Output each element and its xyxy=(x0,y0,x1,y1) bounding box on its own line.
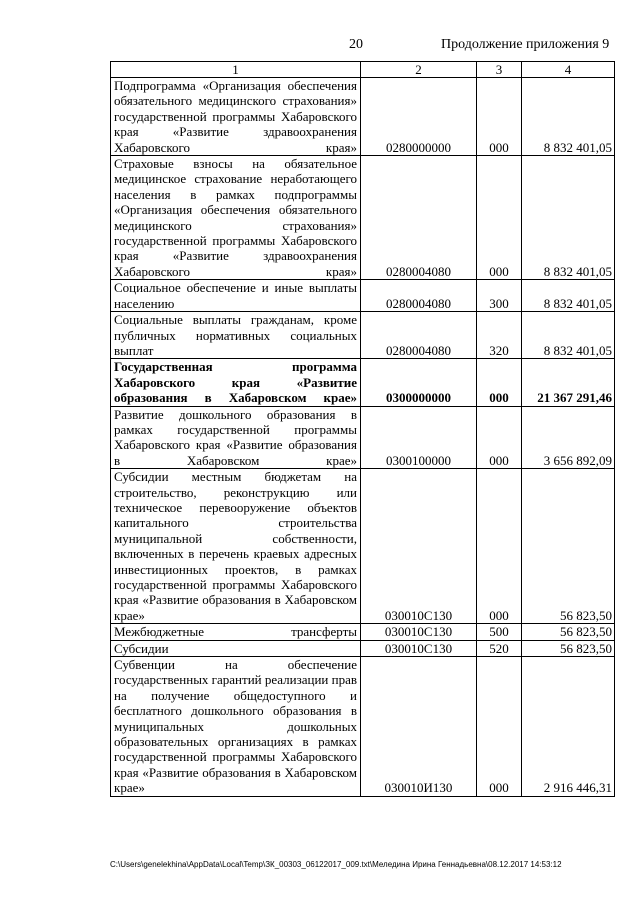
appendix-continuation-title: Продолжение приложения 9 xyxy=(441,37,610,52)
row-code-cell: 0280000000 xyxy=(361,78,477,156)
row-name-cell: Субсидии xyxy=(111,640,361,656)
document-footer-path: C:\Users\genelekhina\AppData\Local\Temp\ЗК_00303_06122017_009.txt\Меледина Ирина Геннадьевна\08.12.2017 14:53:12 xyxy=(110,860,562,869)
row-type-cell: 000 xyxy=(477,469,522,624)
row-type-cell: 000 xyxy=(477,406,522,469)
row-amount-cell: 8 832 401,05 xyxy=(522,156,615,280)
row-code-cell: 0280004080 xyxy=(361,312,477,359)
row-amount-cell: 8 832 401,05 xyxy=(522,312,615,359)
row-code-cell: 0280004080 xyxy=(361,156,477,280)
row-amount-cell: 2 916 446,31 xyxy=(522,657,615,797)
row-name-cell: Субсидии местным бюджетам на строительство, реконструкцию или техническое перевооружение объектов капитального строительства муниципальной собственности, включенных в перечень краевых адресных инвестиционных проектов, в рамках государственной программы Хабаровского края «Развитие образования в Хабаровском крае» xyxy=(111,469,361,624)
row-amount-cell: 21 367 291,46 xyxy=(522,359,615,406)
row-type-cell: 500 xyxy=(477,624,522,640)
row-code-cell: 0300000000 xyxy=(361,359,477,406)
table-row xyxy=(111,640,615,656)
row-type-cell: 320 xyxy=(477,312,522,359)
table-row xyxy=(111,78,615,156)
row-code-cell: 030010С130 xyxy=(361,624,477,640)
row-amount-cell: 56 823,50 xyxy=(522,469,615,624)
table-header-row xyxy=(111,62,615,78)
budget-table xyxy=(110,61,615,797)
row-name-cell: Межбюджетные трансферты xyxy=(111,624,361,640)
row-amount-cell: 56 823,50 xyxy=(522,640,615,656)
row-code-cell: 030010С130 xyxy=(361,469,477,624)
row-code-cell: 0300100000 xyxy=(361,406,477,469)
row-type-cell: 000 xyxy=(477,156,522,280)
row-name-cell: Социальное обеспечение и иные выплаты населению xyxy=(111,280,361,312)
row-amount-cell: 56 823,50 xyxy=(522,624,615,640)
table-row xyxy=(111,624,615,640)
row-type-cell: 300 xyxy=(477,280,522,312)
row-name-cell: Субвенции на обеспечение государственных гарантий реализации прав на получение общедоступного и бесплатного дошкольного образования в муниципальных дошкольных образовательных организациях в рамках государственной программы Хабаровского края «Развитие образования в Хабаровском крае» xyxy=(111,657,361,797)
table-row xyxy=(111,280,615,312)
row-code-cell: 0280004080 xyxy=(361,280,477,312)
page-number: 20 xyxy=(349,37,363,52)
column-header-3: 3 xyxy=(477,62,522,78)
row-type-cell: 000 xyxy=(477,657,522,797)
table-row xyxy=(111,312,615,359)
row-type-cell: 000 xyxy=(477,78,522,156)
table-row xyxy=(111,359,615,406)
table-row xyxy=(111,657,615,797)
row-amount-cell: 8 832 401,05 xyxy=(522,78,615,156)
column-header-2: 2 xyxy=(361,62,477,78)
row-name-cell: Государственная программа Хабаровского края «Развитие образования в Хабаровском крае» xyxy=(111,359,361,406)
row-name-cell: Подпрограмма «Организация обеспечения обязательного медицинского страхования» государственной программы Хабаровского края «Развитие здравоохранения Хабаровского края» xyxy=(111,78,361,156)
row-amount-cell: 3 656 892,09 xyxy=(522,406,615,469)
row-name-cell: Социальные выплаты гражданам, кроме публичных нормативных социальных выплат xyxy=(111,312,361,359)
row-name-cell: Развитие дошкольного образования в рамках государственной программы Хабаровского края «Развитие образования в Хабаровском крае» xyxy=(111,406,361,469)
row-amount-cell: 8 832 401,05 xyxy=(522,280,615,312)
table-row xyxy=(111,156,615,280)
row-code-cell: 030010С130 xyxy=(361,640,477,656)
row-name-cell: Страховые взносы на обязательное медицинское страхование неработающего населения в рамках подпрограммы «Организация обеспечения обязательного медицинского страхования» государственной программы Хабаровского края «Развитие здравоохранения Хабаровского края» xyxy=(111,156,361,280)
column-header-1: 1 xyxy=(111,62,361,78)
column-header-4: 4 xyxy=(522,62,615,78)
row-type-cell: 520 xyxy=(477,640,522,656)
table-row xyxy=(111,406,615,469)
row-type-cell: 000 xyxy=(477,359,522,406)
row-code-cell: 030010И130 xyxy=(361,657,477,797)
table-row xyxy=(111,469,615,624)
